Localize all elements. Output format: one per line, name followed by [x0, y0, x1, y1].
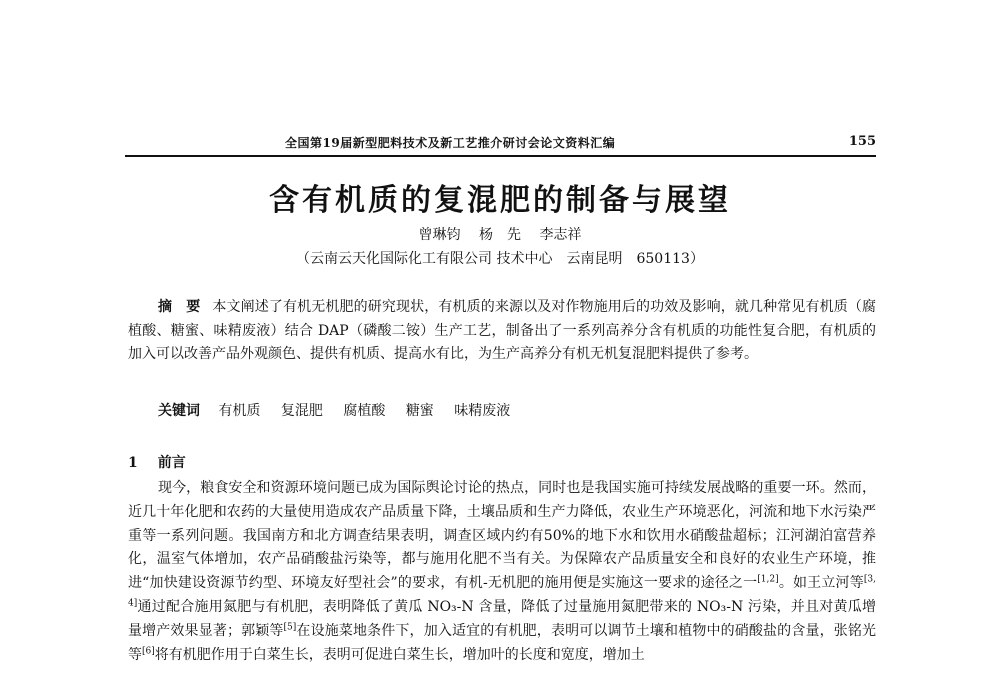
keywords-label: 关键词	[158, 403, 200, 419]
abstract-text: 本文阐述了有机无机肥的研究现状，有机质的来源以及对作物施用后的功效及影响，就几种常见有机质（腐植酸、糖蜜、味精废液）结合 DAP（磷酸二铵）生产工艺，制备出了一系列高养分含有机质的功能性复合肥，有机质的加入可以改善产品外观颜色、提供有机质、提高水有比，为生产高养分有机无机复混肥料提供了参考。	[128, 299, 877, 362]
body-text-segment: 现今，粮食安全和资源环境问题已成为国际舆论讨论的热点，同时也是我国实施可持续发展战略的重要一环。然而，近几十年化肥和农药的大量使用造成农产品质量下降，土壤品质和生产力降低，农业生产环境恶化，河流和地下水污染严重等一系列问题。我国南方和北方调查结果表明，调查区域内约有50%的地下水和饮用水硝酸盐超标；江河湖泊富营养化，温室气体增加，农产品硝酸盐污染等，都与施用化肥不当有关。为保障农产品质量安全和良好的农业生产环境，推进“加快建设资源节约型、环境友好型社会”的要求，有机-无机肥的施用便是实施这一要求的途径之一	[128, 480, 876, 592]
body-text-segment: 通过配合施用氮肥与有机肥，表明降低了黄瓜 NO₃-N 含量，降低了过量施用氮肥带来的 NO₃-N 污染，并且对黄瓜增量增产效果显著；郭颖等	[128, 598, 876, 639]
body-text-segment: 将有机肥作用于白菜生长，表明可促进白菜生长，增加叶的长度和宽度，增加土	[154, 646, 645, 663]
author-name: 杨 先	[479, 227, 521, 243]
body-text-segment: 在设施菜地条件下，加入适宜的有机肥，表明可以调节土壤和植物中的硝酸盐的含量，张铭光等	[128, 622, 877, 663]
abstract-label: 摘 要	[158, 299, 201, 315]
keyword: 复混肥	[280, 403, 323, 419]
citation: [6]	[142, 645, 155, 656]
author-name: 李志祥	[539, 227, 582, 243]
authors	[0, 224, 1000, 244]
keyword: 有机质	[218, 403, 261, 419]
affiliation: （云南云天化国际化工有限公司 技术中心 云南昆明 650113）	[296, 251, 704, 267]
author-name: 曾琳钧	[418, 227, 461, 243]
paper-title: 含有机质的复混肥的制备与展望	[269, 183, 731, 218]
citation: [3, 4]	[128, 574, 877, 609]
citation: [1,2]	[757, 574, 779, 585]
body-paragraph	[128, 477, 876, 667]
keywords	[158, 400, 526, 420]
section-number: 1	[128, 455, 138, 471]
keyword: 味精废液	[454, 403, 511, 419]
page-number: 155	[848, 134, 876, 149]
section-title: 前言	[157, 455, 186, 471]
section-heading	[128, 452, 186, 472]
keyword: 糖蜜	[405, 403, 434, 419]
header-rule	[125, 155, 876, 157]
abstract	[128, 296, 876, 367]
running-head: 全国第19届新型肥料技术及新工艺推介研讨会论文资料汇编	[285, 136, 616, 150]
body-text-segment: 。如王立河等	[778, 575, 864, 592]
keyword: 腐植酸	[343, 403, 386, 419]
citation: [5]	[283, 622, 297, 633]
